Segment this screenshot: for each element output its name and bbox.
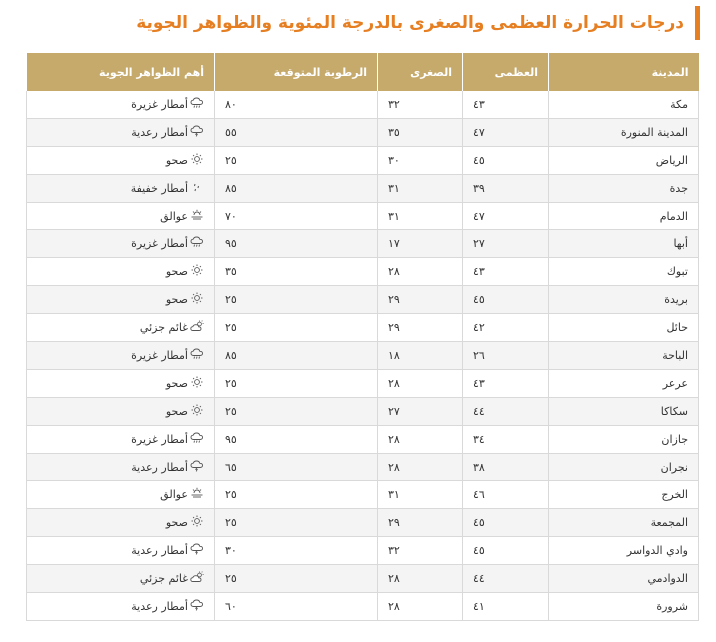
table-row (27, 425, 699, 453)
table-row (27, 314, 699, 342)
header-humidity[interactable]: الرطوبة المتوقعة (215, 53, 378, 91)
weather-label: أمطار خفيفة (130, 181, 188, 195)
cell-max-temp: ٤٥ (463, 537, 549, 565)
weather-label: صحو (165, 293, 188, 307)
cell-min-temp: ٢٧ (378, 397, 463, 425)
cell-humidity: ٩٥ (215, 425, 378, 453)
sun-icon (190, 404, 204, 419)
cell-humidity: ٢٥ (215, 397, 378, 425)
cell-max-temp: ٤٢ (463, 314, 549, 342)
cell-city: بريدة (549, 286, 699, 314)
cell-min-temp: ٣٢ (378, 537, 463, 565)
cell-min-temp: ٢٩ (378, 314, 463, 342)
cell-humidity: ٢٥ (215, 369, 378, 397)
cell-max-temp: ٤٥ (463, 509, 549, 537)
cell-city: شرورة (549, 593, 699, 621)
cell-max-temp: ٤٣ (463, 369, 549, 397)
sun-icon (190, 376, 204, 391)
table-row (27, 397, 699, 425)
weather-table (26, 53, 699, 621)
cell-humidity: ٢٥ (215, 565, 378, 593)
cell-weather (27, 509, 215, 537)
cell-humidity: ٨٠ (215, 91, 378, 118)
sun-icon (190, 292, 204, 307)
table-row (27, 202, 699, 230)
page-header (16, 6, 700, 40)
weather-label: غائم جزئي (139, 572, 188, 586)
cell-humidity: ٢٥ (215, 146, 378, 174)
weather-label: عوالق (160, 488, 188, 502)
thunderstorm-icon (190, 460, 204, 475)
cell-min-temp: ٣١ (378, 481, 463, 509)
cell-max-temp: ٣٩ (463, 174, 549, 202)
cell-max-temp: ٤٣ (463, 91, 549, 118)
cell-weather (27, 342, 215, 370)
table-row (27, 118, 699, 146)
cell-max-temp: ٣٨ (463, 453, 549, 481)
cell-city: جدة (549, 174, 699, 202)
cell-humidity: ٢٥ (215, 314, 378, 342)
table-row (27, 369, 699, 397)
cell-max-temp: ٤٣ (463, 258, 549, 286)
table-row (27, 286, 699, 314)
cell-city: الخرج (549, 481, 699, 509)
cell-humidity: ٦٠ (215, 593, 378, 621)
cell-weather (27, 537, 215, 565)
heavy-rain-icon (190, 432, 204, 447)
header-max-temp[interactable]: العظمى (463, 53, 549, 91)
cell-min-temp: ٢٨ (378, 593, 463, 621)
cell-max-temp: ٤٧ (463, 202, 549, 230)
cell-weather (27, 565, 215, 593)
cell-max-temp: ٤٤ (463, 565, 549, 593)
cell-weather (27, 258, 215, 286)
weather-label: صحو (165, 153, 188, 167)
sun-icon (190, 264, 204, 279)
cell-min-temp: ٢٨ (378, 453, 463, 481)
cell-max-temp: ٤١ (463, 593, 549, 621)
cell-city: أبها (549, 230, 699, 258)
cell-weather (27, 369, 215, 397)
heavy-rain-icon (190, 348, 204, 363)
heavy-rain-icon (190, 236, 204, 251)
weather-label: أمطار رعدية (131, 599, 188, 613)
cell-city: حائل (549, 314, 699, 342)
cell-weather (27, 202, 215, 230)
cell-city: وادي الدواسر (549, 537, 699, 565)
cell-humidity: ٢٥ (215, 481, 378, 509)
sun-icon (190, 515, 204, 530)
cell-city: الدوادمي (549, 565, 699, 593)
weather-label: أمطار غزيرة (131, 432, 188, 446)
weather-label: أمطار غزيرة (131, 348, 188, 362)
cell-max-temp: ٣٤ (463, 425, 549, 453)
partly-cloudy-icon (190, 571, 204, 586)
table-header-row (27, 53, 699, 91)
cell-humidity: ٢٥ (215, 509, 378, 537)
cell-weather (27, 146, 215, 174)
cell-min-temp: ٣١ (378, 202, 463, 230)
cell-humidity: ٥٥ (215, 118, 378, 146)
weather-label: صحو (165, 404, 188, 418)
weather-label: صحو (165, 265, 188, 279)
title-accent-bar (695, 6, 700, 40)
table-row (27, 453, 699, 481)
cell-min-temp: ١٨ (378, 342, 463, 370)
sun-icon (190, 153, 204, 168)
cell-weather (27, 453, 215, 481)
cell-humidity: ٧٠ (215, 202, 378, 230)
cell-city: عرعر (549, 369, 699, 397)
weather-label: أمطار رعدية (131, 460, 188, 474)
weather-label: أمطار غزيرة (131, 97, 188, 111)
table-row (27, 565, 699, 593)
cell-min-temp: ٣٥ (378, 118, 463, 146)
cell-city: المجمعة (549, 509, 699, 537)
table-row (27, 230, 699, 258)
cell-max-temp: ٤٤ (463, 397, 549, 425)
cell-humidity: ٨٥ (215, 174, 378, 202)
haze-icon (190, 487, 204, 502)
cell-humidity: ٦٥ (215, 453, 378, 481)
cell-weather (27, 425, 215, 453)
cell-humidity: ٣٥ (215, 258, 378, 286)
weather-label: صحو (165, 376, 188, 390)
cell-min-temp: ٢٨ (378, 565, 463, 593)
cell-city: نجران (549, 453, 699, 481)
cell-min-temp: ٢٩ (378, 286, 463, 314)
cell-max-temp: ٤٧ (463, 118, 549, 146)
cell-max-temp: ٢٦ (463, 342, 549, 370)
table-row (27, 509, 699, 537)
cell-min-temp: ٣٠ (378, 146, 463, 174)
weather-label: غائم جزئي (139, 321, 188, 335)
cell-city: الباحة (549, 342, 699, 370)
cell-city: مكة (549, 91, 699, 118)
cell-min-temp: ٢٨ (378, 369, 463, 397)
cell-city: تبوك (549, 258, 699, 286)
table-row (27, 91, 699, 118)
thunderstorm-icon (190, 543, 204, 558)
thunderstorm-icon (190, 125, 204, 140)
thunderstorm-icon (190, 599, 204, 614)
cell-min-temp: ١٧ (378, 230, 463, 258)
cell-city: الرياض (549, 146, 699, 174)
cell-weather (27, 91, 215, 118)
cell-weather (27, 397, 215, 425)
cell-humidity: ٢٥ (215, 286, 378, 314)
cell-max-temp: ٤٦ (463, 481, 549, 509)
cell-city: الدمام (549, 202, 699, 230)
cell-humidity: ٨٥ (215, 342, 378, 370)
light-rain-icon (190, 181, 204, 196)
cell-max-temp: ٤٥ (463, 146, 549, 174)
cell-min-temp: ٢٨ (378, 258, 463, 286)
weather-label: صحو (165, 516, 188, 530)
table-row (27, 174, 699, 202)
cell-weather (27, 174, 215, 202)
heavy-rain-icon (190, 97, 204, 112)
weather-label: عوالق (160, 209, 188, 223)
page-title: درجات الحرارة العظمى والصغرى بالدرجة المئوية والظواهر الجوية (136, 13, 684, 33)
weather-label: أمطار غزيرة (131, 237, 188, 251)
cell-min-temp: ٢٨ (378, 425, 463, 453)
table-row (27, 258, 699, 286)
cell-humidity: ٩٥ (215, 230, 378, 258)
table-row (27, 537, 699, 565)
cell-city: جازان (549, 425, 699, 453)
haze-icon (190, 209, 204, 224)
table-row (27, 342, 699, 370)
header-min-temp[interactable]: الصغرى (378, 53, 463, 91)
cell-city: سكاكا (549, 397, 699, 425)
cell-weather (27, 481, 215, 509)
weather-table-container (27, 53, 699, 621)
cell-weather (27, 593, 215, 621)
partly-cloudy-icon (190, 320, 204, 335)
cell-weather (27, 118, 215, 146)
cell-max-temp: ٤٥ (463, 286, 549, 314)
cell-city: المدينة المنورة (549, 118, 699, 146)
weather-label: أمطار رعدية (131, 544, 188, 558)
table-row (27, 481, 699, 509)
cell-weather (27, 314, 215, 342)
cell-max-temp: ٢٧ (463, 230, 549, 258)
header-city[interactable]: المدينة (549, 53, 699, 91)
table-row (27, 593, 699, 621)
cell-min-temp: ٣١ (378, 174, 463, 202)
cell-min-temp: ٢٩ (378, 509, 463, 537)
cell-min-temp: ٣٢ (378, 91, 463, 118)
table-row (27, 146, 699, 174)
header-weather[interactable]: أهم الظواهر الجوية (27, 53, 215, 91)
cell-weather (27, 286, 215, 314)
cell-humidity: ٣٠ (215, 537, 378, 565)
cell-weather (27, 230, 215, 258)
weather-label: أمطار رعدية (131, 125, 188, 139)
